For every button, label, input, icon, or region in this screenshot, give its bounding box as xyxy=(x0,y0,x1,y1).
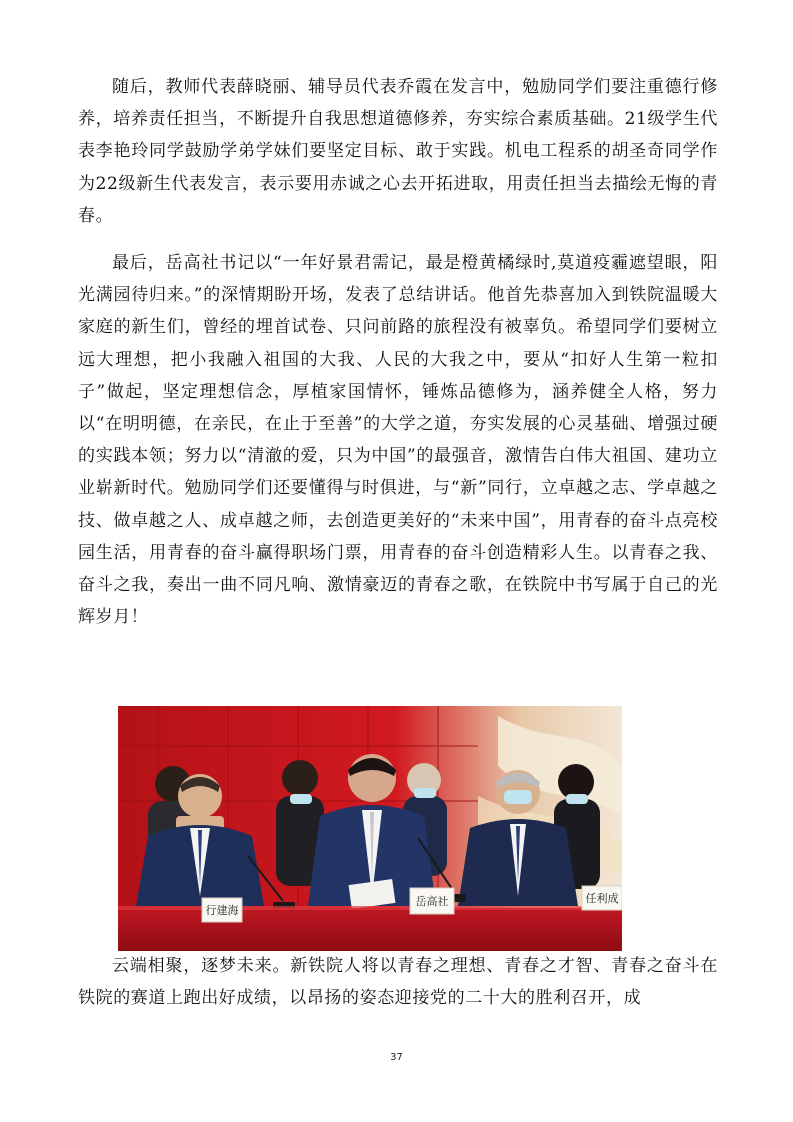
placard-center-label: 岳高社 xyxy=(415,895,449,908)
ceremony-photo xyxy=(118,706,622,951)
paragraph-conclusion: 云端相聚，逐梦未来。新铁院人将以青春之理想、青春之才智、青春之奋斗在铁院的赛道上跑出好成绩，以昂扬的姿态迎接党的二十大的胜利召开，成 xyxy=(78,956,718,1009)
placard-right-label: 任利成 xyxy=(585,892,619,905)
paragraph-teacher-and-student-speeches: 随后，教师代表薛晓丽、辅导员代表乔霞在发言中，勉励同学们要注重德行修养，培养责任担当，不断提升自我思想道德修养，夯实综合素质基础。21级学生代表李艳玲同学鼓励学弟学妹们要坚定目标、敢于实践。机电工程系的胡圣奇同学作为22级新生代表发言，表示要用赤诚之心去开拓进取，用责任担当去描绘无悔的青春。 xyxy=(78,77,718,226)
page-number: 37 xyxy=(390,1052,403,1063)
placard-left-label: 行建海 xyxy=(205,904,239,917)
placard-center xyxy=(410,888,454,914)
placard-right xyxy=(582,886,622,910)
placard-left xyxy=(202,898,242,922)
paragraph-closing-speech: 最后，岳高社书记以“一年好景君需记，最是橙黄橘绿时,莫道疫霾遮望眼，阳光满园待归来。”的深情期盼开场，发表了总结讲话。他首先恭喜加入到铁院温暖大家庭的新生们，曾经的埋首试卷、只问前路的旅程没有被辜负。希望同学们要树立远大理想，把小我融入祖国的大我、人民的大我之中，要从“扣好人生第一粒扣子”做起，坚定理想信念，厚植家国情怀，锤炼品德修为，涵养健全人格，努力以“在明明德，在亲民，在止于至善”的大学之道，夯实发展的心灵基础、增强过硬的实践本领；努力以“清澈的爱，只为中国”的最强音，激情告白伟大祖国、建功立业崭新时代。勉励同学们还要懂得与时俱进，与“新”同行，立卓越之志、学卓越之技、做卓越之人、成卓越之师，去创造更美好的“未来中国”，用青春的奋斗点亮校园生活，用青春的奋斗赢得职场门票，用青春的奋斗创造精彩人生。以青春之我、奋斗之我，奏出一曲不同凡响、激情豪迈的青春之歌，在铁院中书写属于自己的光辉岁月！ xyxy=(78,253,718,628)
